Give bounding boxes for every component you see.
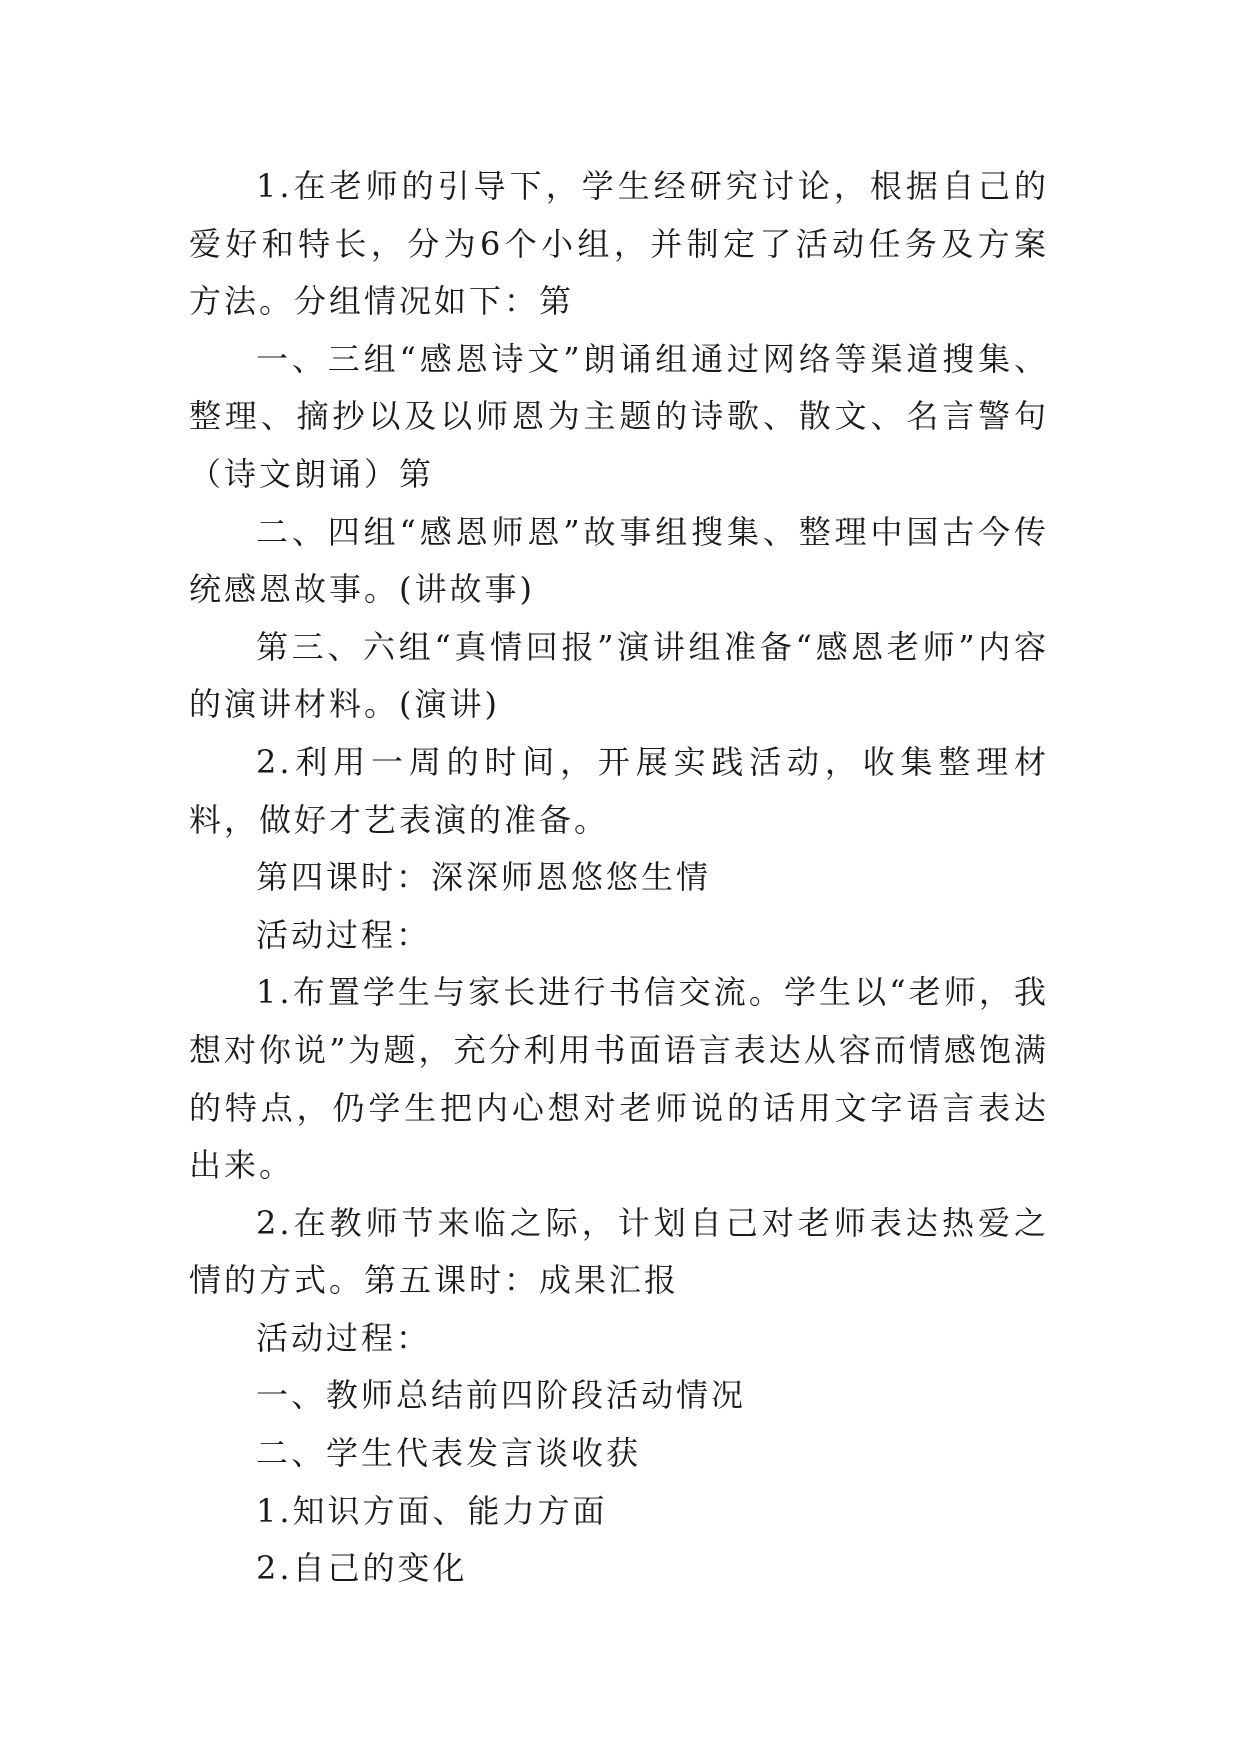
paragraph-group-story: 二、四组“感恩师恩”故事组搜集、整理中国古今传统感恩故事。(讲故事)	[189, 512, 1049, 609]
document-body	[189, 158, 1049, 1598]
list-item-student-speech: 二、学生代表发言谈收获	[256, 1434, 642, 1473]
heading-activity-process: 活动过程：	[256, 915, 432, 954]
list-item-summary: 一、教师总结前四阶段活动情况	[256, 1376, 747, 1415]
paragraph-group-poetry: 一、三组“感恩诗文”朗诵组通过网络等渠道搜集、整理、摘抄以及以师恩为主题的诗歌、散文、名言警句（诗文朗诵）第	[189, 339, 1049, 493]
heading-activity-process-2: 活动过程：	[256, 1318, 432, 1357]
paragraph-practice: 2.利用一周的时间，开展实践活动，收集整理材料，做好才艺表演的准备。	[189, 742, 1049, 839]
paragraph-teachers-day: 2.在教师节来临之际，计划自己对老师表达热爱之情的方式。第五课时：成果汇报	[189, 1203, 1049, 1300]
list-item-changes: 2.自己的变化	[256, 1549, 468, 1588]
paragraph-letter-exchange: 1.布置学生与家长进行书信交流。学生以“老师，我想对你说”为题，充分利用书面语言表达从容而情感饱满的特点，仍学生把内心想对老师说的话用文字语言表达出来。	[189, 973, 1049, 1185]
list-item-knowledge: 1.知识方面、能力方面	[256, 1491, 608, 1530]
paragraph-grouping: 1.在老师的引导下，学生经研究讨论，根据自己的爱好和特长，分为6个小组，并制定了活动任务及方案方法。分组情况如下：第	[189, 167, 1049, 321]
heading-lesson-four: 第四课时：深深师恩悠悠生情	[256, 858, 712, 897]
paragraph-group-speech: 第三、六组“真情回报”演讲组准备“感恩老师”内容的演讲材料。(演讲)	[189, 627, 1049, 724]
